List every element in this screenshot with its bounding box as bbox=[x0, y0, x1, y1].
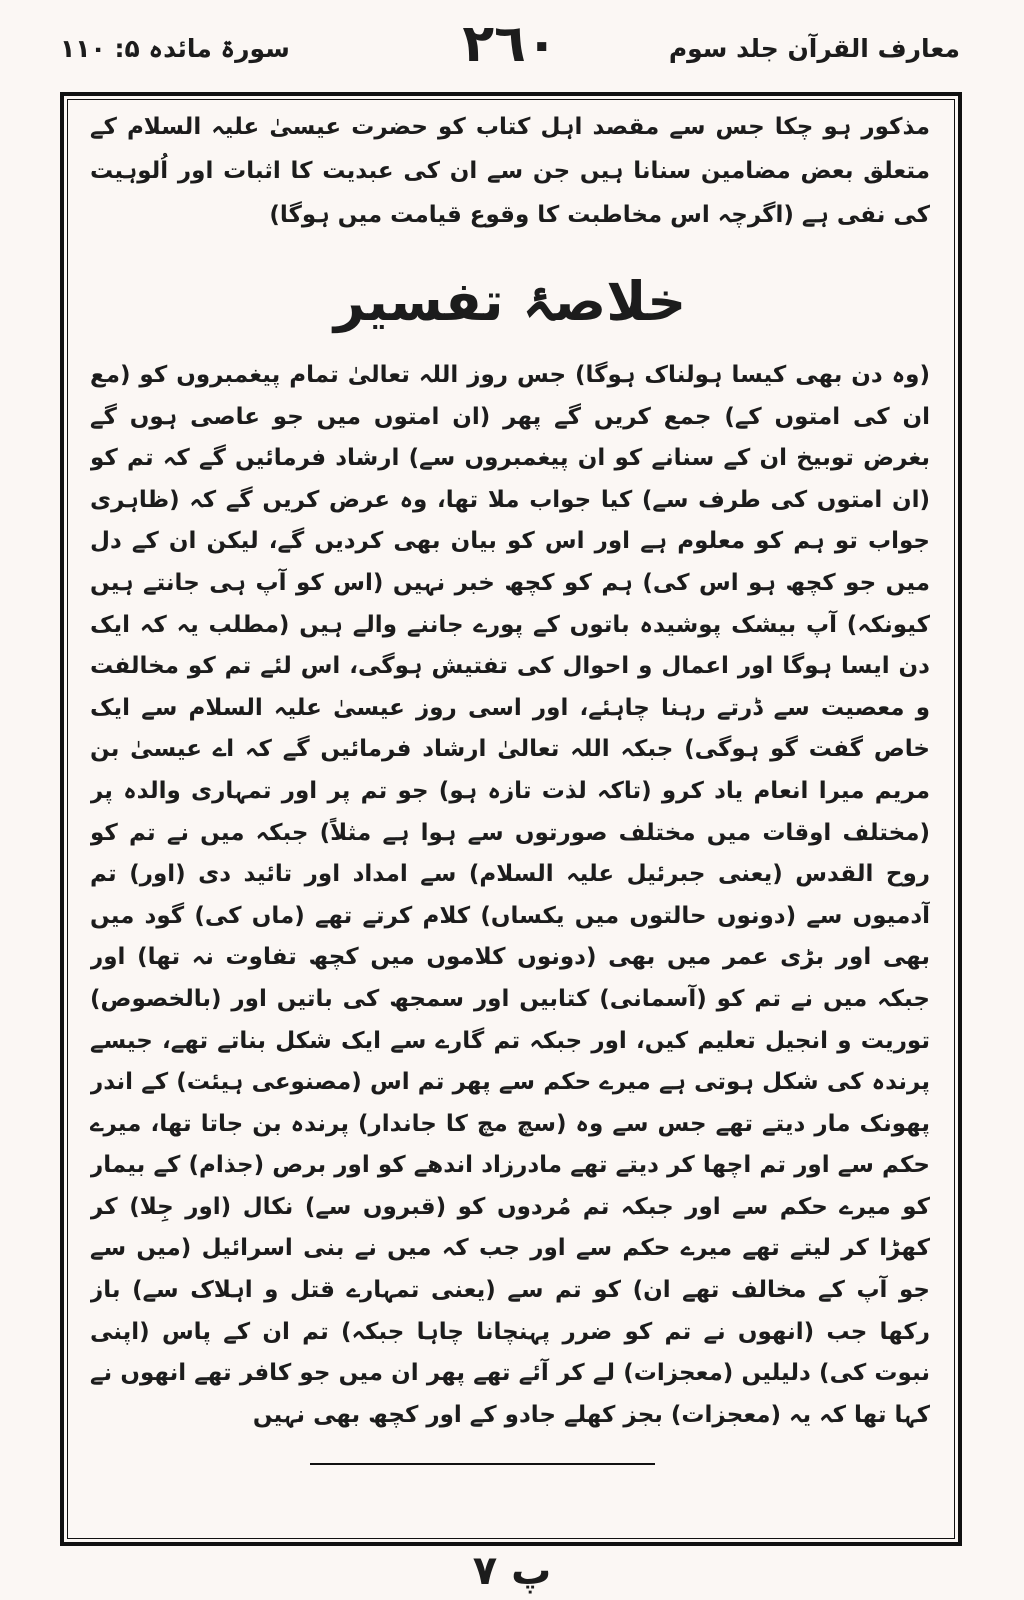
intro-paragraph: مذکور ہو چکا جس سے مقصد اہل کتاب کو حضرت عیسیٰ علیہ السلام کے متعلق بعض مضامین سنانا ہیں جن سے ان کی عبدیت کا اثبات اور اُلوہیت کی نفی ہے (اگرچہ اس مخاطبت کا وقوع قیامت میں ہوگا) bbox=[90, 114, 930, 228]
end-rule bbox=[310, 1463, 655, 1465]
page-content bbox=[90, 105, 930, 1515]
section-title: خلاصۂ تفسیر bbox=[333, 270, 687, 333]
book-title: معارف القرآن جلد سوم bbox=[668, 34, 960, 63]
page-header bbox=[60, 14, 960, 74]
footer-signature-mark: پ ۷ bbox=[472, 1548, 552, 1594]
surah-reference: سورۃ مائدہ ۵: ۱۱۰ bbox=[60, 34, 290, 63]
tafsir-paragraph: (وہ دن بھی کیسا ہولناک ہوگا) جس روز اللہ تعالیٰ تمام پیغمبروں کو (مع ان کی امتوں کے) جمع کریں گے پھر (ان امتوں میں جو عاصی ہوں گے بغرض توبیخ ان کے سنانے کو ان پیغمبروں سے) ارشاد فرمائیں گے کہ تم کو (ان امتوں کی طرف سے) کیا جواب ملا تھا، وہ عرض کریں گے کہ (ظاہری جواب تو ہم کو معلوم ہے اور اس کو بیان بھی کردیں گے، لیکن ان کے دل میں جو کچھ ہو اس کی) ہم کو کچھ خبر نہیں (اس کو آپ ہی جانتے ہیں کیونکہ) آپ بیشک پوشیدہ باتوں کے پورے جاننے والے ہیں (مطلب یہ کہ ایک دن ایسا ہوگا اور اعمال و احوال کی تفتیش ہوگی، اس لئے تم کو مخالفت و معصیت سے ڈرتے رہنا چاہئے، اور اسی روز عیسیٰ علیہ السلام سے ایک خاص گفت گو ہوگی) جبکہ اللہ تعالیٰ ارشاد فرمائیں گے کہ اے عیسیٰ بن مریم میرا انعام یاد کرو (تاکہ لذت تازہ ہو) جو تم پر اور تمہاری والدہ پر (مختلف اوقات میں مختلف صورتوں سے ہوا ہے مثلاً) جبکہ میں نے تم کو روح القدس (یعنی جبرئیل علیہ السلام) سے امداد اور تائید دی (اور) تم آدمیوں سے (دونوں حالتوں میں یکساں) کلام کرتے تھے (ماں کی) گود میں بھی اور بڑی عمر میں بھی (دونوں کلاموں میں کچھ تفاوت نہ تھا) اور جبکہ میں نے تم کو (آسمانی) کتابیں اور سمجھ کی باتیں اور (بالخصوص) توریت و انجیل تعلیم کیں، اور جبکہ تم گارے سے ایک شکل بناتے تھے، جیسے پرندہ کی شکل ہوتی ہے میرے حکم سے پھر تم اس (مصنوعی ہیئت) کے اندر پھونک مار دیتے تھے جس سے وہ (سچ مچ کا جاندار) پرندہ بن جاتا تھا، میرے حکم سے اور تم اچھا کر دیتے تھے مادرزاد اندھے کو اور برص (جذام) کے بیمار کو میرے حکم سے اور جبکہ تم مُردوں کو (قبروں سے) نکال (اور جِلا) کر کھڑا کر لیتے تھے میرے حکم سے اور جب کہ میں نے بنی اسرائیل (میں سے جو آپ کے مخالف تھے ان) کو تم سے (یعنی تمہارے قتل و اہلاک سے) باز رکھا جب (انھوں نے تم کو ضرر پہنچانا چاہا جبکہ) تم ان کے پاس (اپنی نبوت کی) دلیلیں (معجزات) لے کر آئے تھے پھر ان میں جو کافر تھے انھوں نے کہا تھا کہ یہ (معجزات) بجز کھلے جادو کے اور کچھ بھی نہیں bbox=[90, 362, 930, 1428]
page-number: ٢٦٠ bbox=[462, 14, 558, 74]
